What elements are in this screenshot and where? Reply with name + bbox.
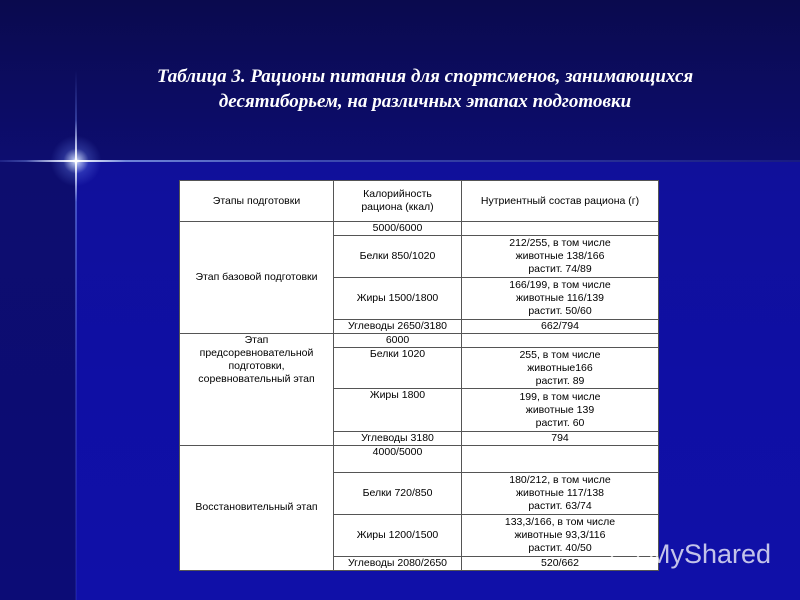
header-stage: Этапы подготовки [180, 181, 334, 222]
calories-cell: Углеводы 3180 [334, 431, 462, 445]
calories-cell: Белки 1020 [334, 348, 462, 389]
calories-cell: Белки 720/850 [334, 472, 462, 514]
nutrition-table [179, 180, 659, 571]
nutrients-cell [462, 334, 659, 348]
calories-cell: Белки 850/1020 [334, 236, 462, 278]
slide-title-line-1: Таблица 3. Рационы питания для спортсменов, занимающихся [156, 66, 694, 87]
nutrients-cell: 166/199, в том числе животные 116/139 растит. 50/60 [462, 278, 659, 320]
nutrients-cell: 133,3/166, в том числе животные 93,3/116 растит. 40/50 [462, 514, 659, 556]
table-row [180, 334, 659, 348]
calories-cell: Жиры 1800 [334, 389, 462, 431]
slide-title [80, 64, 770, 114]
nutrients-cell: 794 [462, 431, 659, 445]
header-nutrients: Нутриентный состав рациона (г) [462, 181, 659, 222]
nutrients-cell: 180/212, в том числе животные 117/138 растит. 63/74 [462, 472, 659, 514]
nutrients-cell: 199, в том числе животные 139 растит. 60 [462, 389, 659, 431]
nutrients-cell: 520/662 [462, 556, 659, 570]
table-row [180, 222, 659, 236]
calories-cell: Жиры 1500/1800 [334, 278, 462, 320]
header-calories: Калорийность рациона (ккал) [334, 181, 462, 222]
calories-cell: 5000/6000 [334, 222, 462, 236]
stage-cell: Восстановительный этап [180, 445, 334, 570]
nutrients-cell [462, 445, 659, 472]
table-header-row [180, 181, 659, 222]
presentation-board-icon [608, 537, 642, 571]
background-left-band [0, 162, 76, 600]
stage-cell: Этап предсоревновательной подготовки, соревновательный этап [180, 334, 334, 445]
watermark-text: MyShared [648, 538, 772, 569]
slide-title-line-2: десятиборьем, на различных этапах подготовки [218, 91, 632, 112]
calories-cell: 6000 [334, 334, 462, 348]
calories-cell: 4000/5000 [334, 445, 462, 472]
nutrients-cell: 662/794 [462, 320, 659, 334]
nutrients-cell: 255, в том числе животные166 растит. 89 [462, 348, 659, 389]
calories-cell: Углеводы 2080/2650 [334, 556, 462, 570]
table-row [180, 445, 659, 472]
nutrients-cell [462, 222, 659, 236]
calories-cell: Жиры 1200/1500 [334, 514, 462, 556]
nutrients-cell: 212/255, в том числе животные 138/166 растит. 74/89 [462, 236, 659, 278]
star-ray-horizontal [26, 160, 126, 162]
stage-cell: Этап базовой подготовки [180, 222, 334, 334]
nutrition-table-container [179, 180, 658, 571]
calories-cell: Углеводы 2650/3180 [334, 320, 462, 334]
watermark[interactable] [608, 534, 788, 574]
